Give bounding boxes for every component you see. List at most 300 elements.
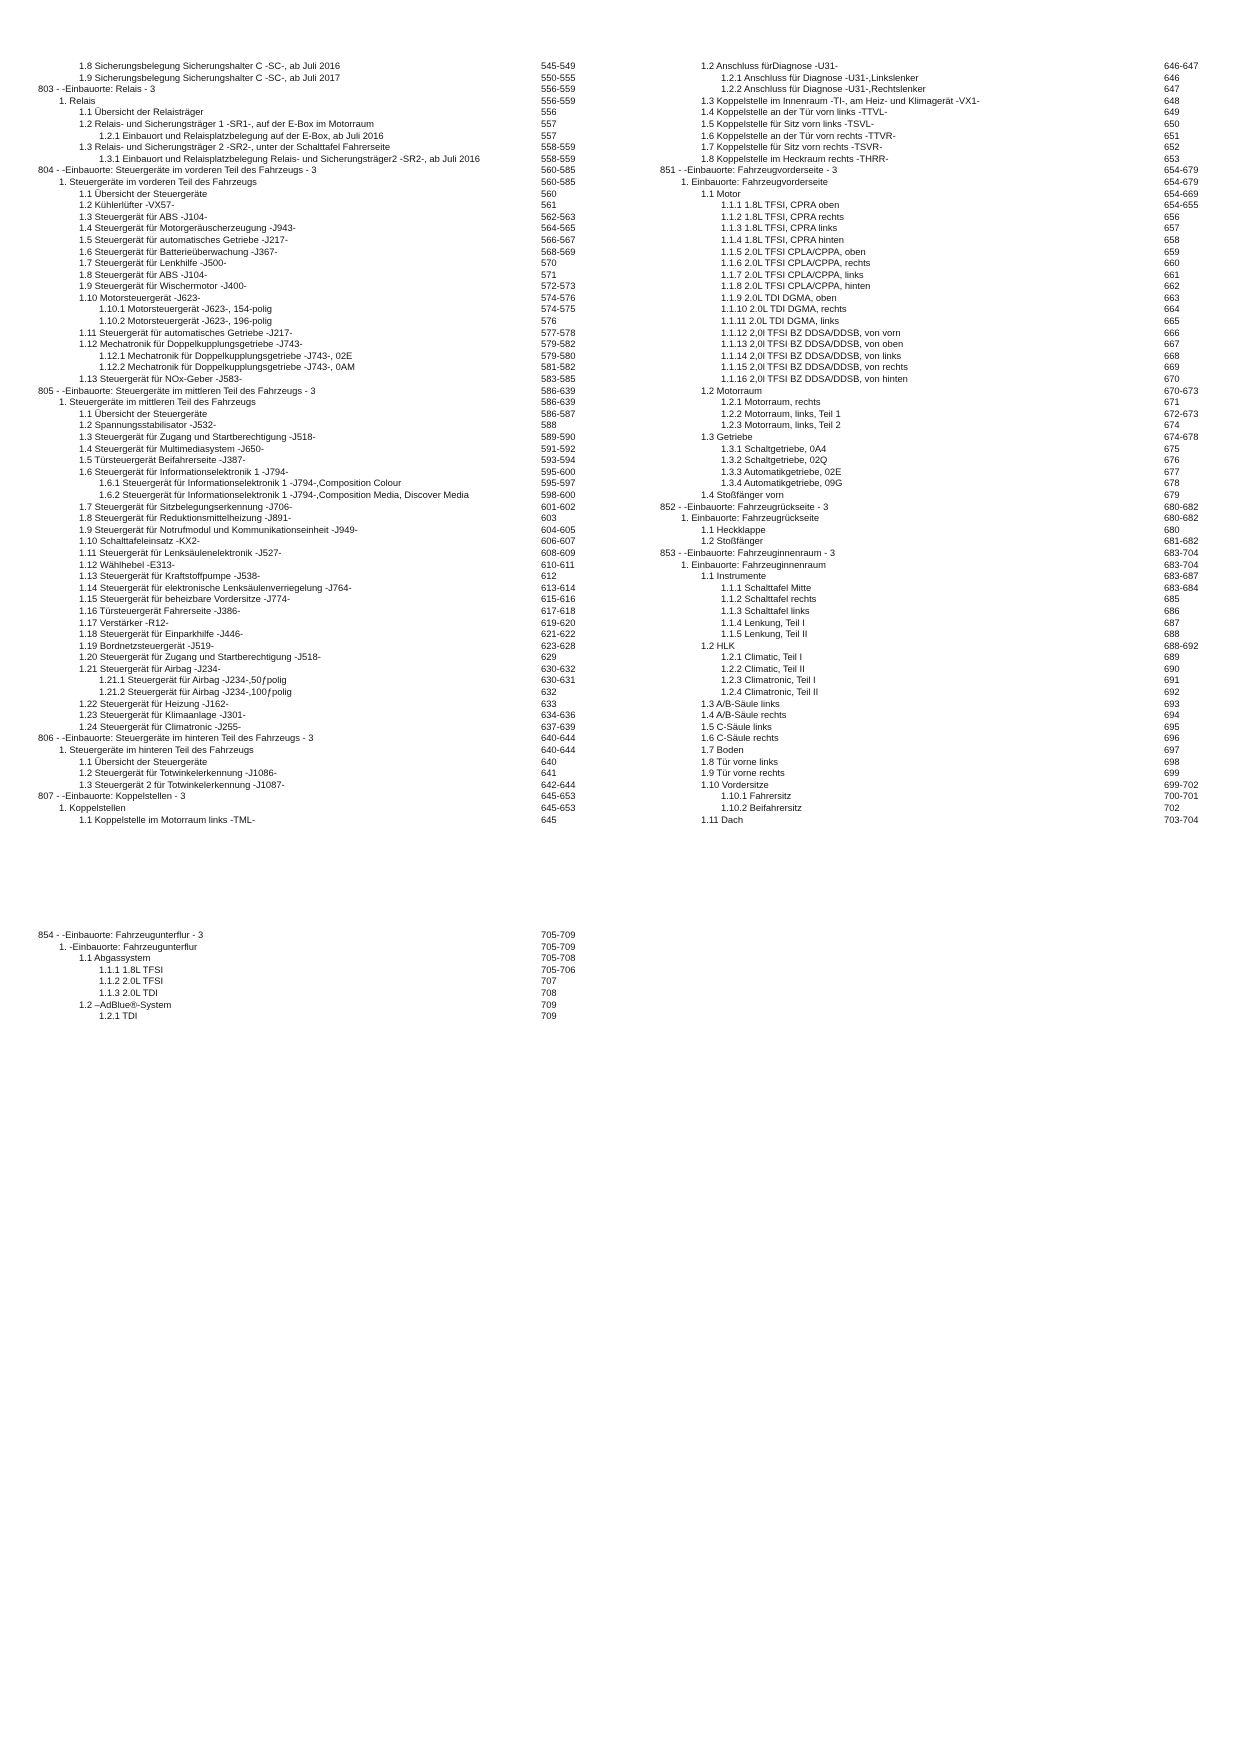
toc-entry-pages: 656	[1164, 210, 1180, 222]
toc-entry-title: 1.4 Steuergerät für Motorgeräuscherzeugung -J943-	[79, 222, 296, 234]
toc-entry-title: 1.19 Bordnetzsteuergerät -J519-	[79, 639, 214, 651]
toc-entry[interactable]	[660, 778, 1199, 791]
toc-entry-title: 1. Steuergeräte im vorderen Teil des Fahrzeugs	[59, 175, 257, 187]
toc-entry-pages: 668	[1164, 349, 1180, 361]
toc-entry[interactable]	[38, 570, 583, 582]
toc-entry[interactable]	[38, 257, 583, 269]
toc-entry-title: 1. Einbauorte: Fahrzeuginnenraum	[681, 558, 826, 570]
toc-entry[interactable]	[660, 454, 1178, 466]
toc-entry-pages: 633	[541, 697, 557, 709]
toc-entry[interactable]	[38, 118, 583, 130]
toc-entry-pages: 571	[541, 268, 557, 280]
toc-entry[interactable]	[660, 257, 1178, 269]
toc-entry-title: 1.1 Heckklappe	[701, 523, 766, 535]
toc-entry[interactable]	[38, 987, 583, 999]
toc-entry-pages: 619-620	[541, 616, 576, 628]
toc-entry-pages: 667	[1164, 338, 1180, 350]
toc-entry[interactable]	[660, 698, 1178, 710]
toc-entry-title: 1.2.1 TDI	[99, 1010, 138, 1022]
toc-entry[interactable]	[38, 651, 583, 663]
toc-entry-pages: 653	[1164, 152, 1180, 164]
toc-entry-title: 1.8 Tür vorne links	[701, 755, 778, 767]
toc-entry-pages: 556-559	[541, 83, 576, 95]
toc-entry-title: 852 - -Einbauorte: Fahrzeugrückseite - 3	[660, 500, 829, 512]
toc-entry-pages: 651	[1164, 129, 1180, 141]
toc-entry[interactable]	[660, 617, 1178, 629]
toc-entry-pages: 705-708	[541, 952, 576, 964]
toc-entry[interactable]	[660, 802, 1178, 814]
toc-entry-title: 807 - -Einbauorte: Koppelstellen - 3	[38, 790, 186, 802]
toc-entry-title: 1.1.15 2,0l TFSI BZ DDSA/DDSB, von rechts	[721, 361, 908, 373]
toc-entry[interactable]	[38, 999, 583, 1011]
toc-entry[interactable]	[38, 246, 583, 258]
toc-entry[interactable]	[38, 83, 583, 95]
toc-entry-pages: 674-678	[1164, 431, 1199, 442]
toc-entry-title: 1.23 Steuergerät für Klimaanlage -J301-	[79, 709, 246, 721]
toc-entry[interactable]	[38, 929, 583, 941]
toc-entry[interactable]	[38, 188, 583, 200]
toc-entry[interactable]	[660, 581, 1199, 594]
toc-entry[interactable]	[38, 640, 583, 652]
toc-entry[interactable]	[38, 106, 583, 118]
toc-entry-pages: 629	[541, 651, 557, 663]
toc-entry[interactable]	[660, 199, 1199, 211]
toc-entry[interactable]	[38, 802, 583, 814]
toc-entry-title: 1.1 Übersicht der Steuergeräte	[79, 755, 208, 767]
toc-entry-title: 1.9 Steuergerät für Wischermotor -J400-	[79, 280, 247, 292]
toc-entry[interactable]	[660, 269, 1178, 281]
toc-entry-pages: 577-578	[541, 326, 576, 338]
toc-entry-pages: 686	[1164, 604, 1180, 616]
toc-entry[interactable]	[660, 790, 1199, 802]
toc-entry-pages: 642-644	[541, 778, 576, 790]
toc-entry-title: 1.12 Wählhebel -E313-	[79, 558, 175, 570]
toc-entry[interactable]	[38, 686, 583, 698]
toc-entry[interactable]	[660, 153, 1178, 165]
toc-entry-title: 1.14 Steuergerät für elektronische Lenksäulenverriegelung -J764-	[79, 581, 352, 593]
toc-entry-pages: 630-632	[541, 662, 576, 674]
toc-entry-pages: 654-679	[1164, 164, 1199, 176]
toc-entry-pages: 558-559	[541, 141, 576, 153]
toc-entry-title: 1.2 Stoßfänger	[701, 535, 764, 547]
toc-entry-pages: 688	[1164, 628, 1180, 640]
toc-entry-pages: 645-653	[541, 802, 576, 813]
toc-entry[interactable]	[660, 721, 1178, 733]
toc-entry[interactable]	[660, 175, 1199, 188]
toc-entry-pages: 675	[1164, 442, 1180, 454]
toc-entry-pages: 708	[541, 986, 557, 998]
toc-entry[interactable]	[660, 466, 1178, 478]
toc-entry-pages: 659	[1164, 245, 1180, 257]
toc-entry[interactable]	[660, 280, 1178, 292]
toc-entry-title: 1.22 Steuergerät für Heizung -J162-	[79, 697, 229, 709]
toc-entry-pages: 685	[1164, 593, 1180, 605]
toc-entry-pages: 647	[1164, 83, 1180, 95]
toc-entry[interactable]	[660, 709, 1178, 721]
toc-entry[interactable]	[660, 222, 1178, 234]
toc-entry[interactable]	[38, 721, 583, 733]
toc-entry-title: 853 - -Einbauorte: Fahrzeuginnenraum - 3	[660, 546, 836, 558]
toc-entry[interactable]	[38, 385, 583, 397]
toc-entry-pages: 709	[541, 1010, 557, 1022]
toc-entry[interactable]	[660, 524, 1178, 536]
toc-entry[interactable]	[38, 1010, 583, 1022]
toc-entry[interactable]	[38, 813, 583, 825]
toc-entry-pages: 657	[1164, 222, 1180, 234]
toc-entry[interactable]	[660, 141, 1178, 153]
toc-entry[interactable]	[38, 628, 583, 640]
toc-entry[interactable]	[660, 651, 1178, 663]
toc-entry[interactable]	[38, 975, 583, 987]
toc-entry-pages: 662	[1164, 280, 1180, 292]
toc-entry[interactable]	[660, 489, 1178, 501]
toc-entry[interactable]	[38, 199, 583, 211]
toc-entry-title: 1.13 Steuergerät für NOx-Geber -J583-	[79, 373, 243, 385]
toc-entry[interactable]	[660, 72, 1178, 84]
toc-entry-pages: 613-614	[541, 581, 576, 593]
toc-entry[interactable]	[38, 141, 583, 153]
toc-entry-pages: 579-582	[541, 338, 576, 350]
toc-entry[interactable]	[660, 130, 1178, 142]
toc-entry-title: 1.4 A/B-Säule rechts	[701, 709, 787, 721]
toc-entry[interactable]	[38, 617, 583, 629]
toc-entry-pages: 560-585	[541, 175, 576, 187]
toc-entry[interactable]	[660, 164, 1199, 176]
toc-entry[interactable]	[660, 361, 1178, 373]
toc-entry-pages: 615-616	[541, 593, 576, 605]
toc-entry-pages: 579-580	[541, 349, 576, 361]
toc-entry-title: 1.1.11 2.0L TDI DGMA, links	[721, 315, 840, 327]
toc-entry-title: 1.6 C-Säule rechts	[701, 732, 779, 744]
toc-entry-title: 1.11 Steuergerät für Lenksäulenelektronik -J527-	[79, 546, 282, 558]
toc-entry[interactable]	[660, 535, 1199, 547]
toc-entry-title: 1.1.5 2.0L TFSI CPLA/CPPA, oben	[721, 245, 866, 257]
toc-entry-title: 1.3.3 Automatikgetriebe, 02E	[721, 465, 842, 477]
toc-entry[interactable]	[38, 512, 583, 524]
toc-entry[interactable]	[38, 443, 583, 455]
toc-entry-pages: 705-709	[541, 940, 576, 952]
toc-entry-pages: 640	[541, 755, 557, 767]
toc-entry[interactable]	[660, 674, 1178, 686]
toc-entry-title: 1. -Einbauorte: Fahrzeugunterflur	[59, 940, 198, 952]
toc-entry-pages: 632	[541, 686, 557, 698]
toc-entry[interactable]	[38, 477, 583, 489]
toc-entry-pages: 652	[1164, 141, 1180, 153]
toc-entry[interactable]	[660, 443, 1178, 455]
toc-entry[interactable]	[38, 338, 583, 350]
toc-entry[interactable]	[38, 524, 583, 536]
toc-entry-title: 1.10 Vordersitze	[701, 778, 769, 790]
toc-entry[interactable]	[660, 60, 1199, 72]
toc-entry[interactable]	[660, 431, 1199, 443]
toc-entry[interactable]	[660, 211, 1178, 223]
toc-entry[interactable]	[38, 744, 583, 756]
toc-entry[interactable]	[660, 83, 1178, 95]
toc-entry-title: 1.9 Steuergerät für Notrufmodul und Kommunikationseinheit -J949-	[79, 523, 358, 535]
toc-entry-pages: 694	[1164, 709, 1180, 721]
toc-entry-pages: 671	[1164, 396, 1180, 408]
toc-entry[interactable]	[38, 176, 583, 188]
toc-entry[interactable]	[38, 964, 583, 976]
toc-entry-pages: 603	[541, 512, 557, 524]
toc-entry[interactable]	[660, 246, 1178, 258]
toc-entry-pages: 666	[1164, 326, 1180, 338]
toc-entry-pages: 545-549	[541, 60, 576, 71]
toc-entry-title: 1.12 Mechatronik für Doppelkupplungsgetriebe -J743-	[79, 338, 303, 350]
toc-entry[interactable]	[660, 384, 1199, 397]
toc-entry-pages: 689	[1164, 651, 1180, 663]
toc-entry[interactable]	[38, 327, 583, 339]
toc-entry-title: 1.13 Steuergerät für Kraftstoffpumpe -J538-	[79, 570, 261, 582]
toc-entry[interactable]	[38, 593, 583, 605]
toc-entry[interactable]	[38, 95, 583, 107]
toc-entry[interactable]	[660, 813, 1199, 825]
toc-entry[interactable]	[38, 419, 583, 431]
toc-entry-title: 1.1 Abgassystem	[79, 952, 151, 964]
toc-entry-pages: 663	[1164, 291, 1180, 303]
toc-entry-title: 1.3 Steuergerät 2 für Totwinkelerkennung -J1087-	[79, 778, 285, 790]
toc-entry[interactable]	[660, 605, 1178, 617]
toc-entry-title: 1.1.3 Schalttafel links	[721, 604, 810, 616]
toc-entry-pages: 586-587	[541, 407, 576, 419]
toc-entry[interactable]	[660, 663, 1178, 675]
toc-entry[interactable]	[38, 234, 583, 246]
toc-entry-pages: 660	[1164, 257, 1180, 269]
toc-entry[interactable]	[38, 350, 583, 362]
toc-entry[interactable]	[38, 222, 583, 234]
toc-entry-pages: 683-687	[1164, 570, 1199, 582]
toc-entry-title: 1.1.9 2.0L TDI DGMA, oben	[721, 291, 837, 303]
toc-entry[interactable]	[38, 559, 583, 571]
toc-entry-pages: 640-644	[541, 744, 576, 756]
toc-entry[interactable]	[660, 315, 1178, 327]
toc-entry[interactable]	[38, 396, 583, 408]
toc-entry-pages: 680-682	[1164, 512, 1199, 524]
toc-entry[interactable]	[660, 512, 1199, 524]
toc-entry[interactable]	[38, 466, 583, 478]
toc-entry[interactable]	[660, 570, 1199, 582]
toc-entry-pages: 591-592	[541, 442, 576, 454]
toc-entry-pages: 595-600	[541, 465, 576, 477]
toc-entry-pages: 680-682	[1164, 500, 1199, 512]
toc-entry-title: 1.10.2 Motorsteuergerät -J623-, 196-polig	[99, 315, 273, 327]
toc-entry[interactable]	[660, 593, 1178, 605]
toc-entry-pages: 709	[541, 998, 557, 1010]
toc-entry-pages: 703-704	[1164, 813, 1199, 825]
toc-entry[interactable]	[660, 756, 1178, 768]
toc-entry-pages: 617-618	[541, 604, 576, 616]
toc-entry-pages: 583-585	[541, 373, 576, 385]
toc-entry[interactable]	[38, 582, 583, 594]
toc-entry[interactable]	[38, 547, 583, 559]
toc-entry-title: 1.1.5 Lenkung, Teil II	[721, 628, 808, 640]
toc-entry[interactable]	[660, 407, 1199, 420]
toc-entry[interactable]	[38, 663, 583, 675]
toc-entry-title: 1.3 Relais- und Sicherungsträger 2 -SR2-, unter der Schalttafel Fahrerseite	[79, 141, 391, 153]
toc-entry-title: 1.5 Koppelstelle für Sitz vorn links -TSVL-	[701, 117, 874, 129]
toc-entry-pages: 568-569	[541, 245, 576, 257]
toc-entry-pages: 572-573	[541, 280, 576, 292]
toc-entry[interactable]	[38, 211, 583, 223]
toc-entry[interactable]	[660, 732, 1178, 744]
toc-entry[interactable]	[38, 361, 583, 373]
toc-entry[interactable]	[660, 373, 1178, 385]
toc-entry[interactable]	[38, 408, 583, 420]
toc-entry-title: 1.1.6 2.0L TFSI CPLA/CPPA, rechts	[721, 257, 871, 269]
toc-entry-pages: 612	[541, 570, 557, 582]
toc-entry-pages: 557	[541, 129, 557, 141]
toc-entry[interactable]	[660, 639, 1199, 652]
toc-entry-pages: 695	[1164, 720, 1180, 732]
toc-entry-pages: 690	[1164, 662, 1180, 674]
toc-entry-pages: 645	[541, 813, 557, 825]
toc-entry-pages: 598-600	[541, 488, 576, 500]
toc-entry-title: 1.10.1 Motorsteuergerät -J623-, 154-polig	[99, 303, 273, 315]
toc-entry-pages: 648	[1164, 94, 1180, 106]
toc-entry[interactable]	[660, 118, 1178, 130]
toc-entry-title: 1.1 Übersicht der Steuergeräte	[79, 187, 208, 199]
toc-entry-title: 1.20 Steuergerät für Zugang und Startberechtigung -J518-	[79, 651, 321, 663]
toc-entry-title: 1.1.2 1.8L TFSI, CPRA rechts	[721, 210, 844, 222]
toc-entry-title: 806 - -Einbauorte: Steuergeräte im hinteren Teil des Fahrzeugs - 3	[38, 732, 314, 744]
toc-entry[interactable]	[38, 60, 583, 72]
toc-entry-title: 1.3 Getriebe	[701, 431, 753, 442]
toc-entry[interactable]	[38, 72, 583, 84]
toc-entry[interactable]	[38, 756, 583, 768]
toc-entry[interactable]	[38, 709, 583, 721]
toc-entry-pages: 683-704	[1164, 546, 1199, 558]
toc-entry-title: 1.1 Motor	[701, 187, 741, 199]
toc-entry[interactable]	[660, 767, 1178, 779]
toc-entry[interactable]	[660, 292, 1178, 304]
toc-entry-pages: 595-597	[541, 477, 576, 489]
toc-entry-title: 1.2.2 Climatic, Teil II	[721, 662, 805, 674]
toc-entry-title: 1.2.1 Einbauort und Relaisplatzbelegung auf der E-Box, ab Juli 2016	[99, 129, 384, 141]
toc-entry[interactable]	[660, 628, 1178, 640]
toc-entry-title: 1.3.2 Schaltgetriebe, 02Q	[721, 454, 828, 466]
toc-entry[interactable]	[38, 605, 583, 617]
toc-entry-title: 1.6.2 Steuergerät für Informationselektronik 1 -J794-,Composition Media, Discover Media	[99, 488, 469, 500]
toc-entry[interactable]	[38, 790, 583, 802]
toc-entry-title: 854 - -Einbauorte: Fahrzeugunterflur - 3	[38, 929, 204, 940]
toc-entry-pages: 621-622	[541, 628, 576, 640]
toc-entry[interactable]	[660, 500, 1199, 513]
toc-entry-pages: 645-653	[541, 790, 576, 802]
toc-entry[interactable]	[38, 164, 583, 176]
toc-entry-title: 1.7 Steuergerät für Lenkhilfe -J500-	[79, 257, 227, 269]
toc-entry-title: 1.2 Anschluss fürDiagnose -U31-	[701, 60, 839, 71]
toc-entry[interactable]	[38, 373, 583, 385]
toc-entry[interactable]	[660, 350, 1178, 362]
toc-entry-title: 851 - -Einbauorte: Fahrzeugvorderseite - 3	[660, 164, 838, 176]
toc-entry-title: 1.6 Steuergerät für Informationselektronik 1 -J794-	[79, 465, 289, 477]
toc-entry-title: 1.24 Steuergerät für Climatronic -J255-	[79, 720, 242, 732]
toc-entry[interactable]	[38, 315, 583, 327]
toc-entry[interactable]	[660, 106, 1178, 118]
toc-entry-title: 804 - -Einbauorte: Steuergeräte im vorderen Teil des Fahrzeugs - 3	[38, 164, 317, 176]
toc-entry-pages: 558-559	[541, 152, 576, 164]
toc-entry[interactable]	[38, 303, 583, 315]
toc-entry[interactable]	[38, 941, 583, 953]
toc-entry[interactable]	[38, 130, 583, 142]
toc-entry-pages: 654-655	[1164, 199, 1199, 211]
toc-entry-pages: 654-679	[1164, 175, 1199, 187]
toc-entry-title: 1.2.3 Motorraum, links, Teil 2	[721, 419, 841, 431]
toc-entry[interactable]	[660, 303, 1178, 315]
toc-entry-pages: 623-628	[541, 639, 576, 651]
toc-entry[interactable]	[38, 674, 583, 686]
toc-entry[interactable]	[38, 153, 583, 165]
toc-entry-title: 1.6 Steuergerät für Batterieüberwachung -J367-	[79, 245, 278, 257]
toc-entry[interactable]	[38, 779, 583, 791]
toc-entry[interactable]	[660, 234, 1178, 246]
toc-entry-title: 1.18 Steuergerät für Einparkhilfe -J446-	[79, 628, 244, 640]
toc-entry-title: 1.1.7 2.0L TFSI CPLA/CPPA, links	[721, 268, 864, 280]
toc-entry[interactable]	[660, 744, 1178, 756]
toc-entry-title: 1.5 Türsteuergerät Beifahrerseite -J387-	[79, 454, 246, 466]
toc-entry-pages: 586-639	[541, 396, 576, 408]
toc-entry-pages: 570	[541, 257, 557, 269]
toc-entry[interactable]	[38, 292, 583, 304]
toc-entry-pages: 692	[1164, 686, 1180, 698]
toc-entry-title: 1.1 Übersicht der Relaisträger	[79, 106, 204, 118]
toc-entry-pages: 697	[1164, 744, 1180, 756]
toc-entry[interactable]	[38, 732, 583, 744]
toc-entry[interactable]	[660, 327, 1178, 339]
toc-entry-pages: 664	[1164, 303, 1180, 315]
toc-entry[interactable]	[660, 95, 1178, 107]
toc-entry-pages: 700-701	[1164, 790, 1199, 802]
toc-entry-pages: 683-704	[1164, 558, 1199, 570]
toc-entry-title: 1.3 Steuergerät für Zugang und Startberechtigung -J518-	[79, 431, 316, 442]
toc-entry[interactable]	[38, 431, 583, 443]
toc-entry-title: 1.1 Instrumente	[701, 570, 767, 582]
toc-entry[interactable]	[38, 501, 583, 513]
toc-entry[interactable]	[38, 952, 583, 964]
toc-entry-title: 1.21 Steuergerät für Airbag -J234-	[79, 662, 221, 674]
toc-entry[interactable]	[660, 338, 1178, 350]
toc-entry-pages: 589-590	[541, 431, 576, 442]
toc-entry[interactable]	[660, 396, 1178, 408]
toc-entry-pages: 606-607	[541, 535, 576, 547]
toc-entry-title: 1.3.4 Automatikgetriebe, 09G	[721, 477, 843, 489]
toc-entry-pages: 649	[1164, 106, 1180, 118]
toc-entry[interactable]	[38, 269, 583, 281]
toc-entry[interactable]	[660, 546, 1199, 559]
toc-entry[interactable]	[38, 767, 583, 779]
toc-entry[interactable]	[660, 477, 1178, 489]
toc-entry-pages: 581-582	[541, 361, 576, 373]
toc-entry-title: 1.2.1 Climatic, Teil I	[721, 651, 803, 663]
toc-entry-pages: 670	[1164, 373, 1180, 385]
toc-entry[interactable]	[38, 280, 583, 292]
toc-entry-title: 1.2.2 Anschluss für Diagnose -U31-,Rechtslenker	[721, 83, 926, 95]
toc-entry[interactable]	[38, 535, 583, 547]
toc-entry[interactable]	[38, 489, 583, 501]
toc-entry[interactable]	[660, 419, 1178, 431]
toc-entry[interactable]	[660, 558, 1199, 571]
toc-entry-pages: 560	[541, 187, 557, 199]
toc-entry-pages: 574-576	[541, 291, 576, 303]
toc-entry[interactable]	[660, 187, 1199, 200]
toc-entry-pages: 560-585	[541, 164, 576, 176]
toc-entry[interactable]	[38, 454, 583, 466]
toc-entry-pages: 646-647	[1164, 60, 1199, 71]
toc-entry[interactable]	[660, 686, 1178, 698]
toc-entry[interactable]	[38, 698, 583, 710]
toc-entry-pages: 593-594	[541, 454, 576, 466]
toc-entry-title: 1. Koppelstellen	[59, 802, 126, 813]
